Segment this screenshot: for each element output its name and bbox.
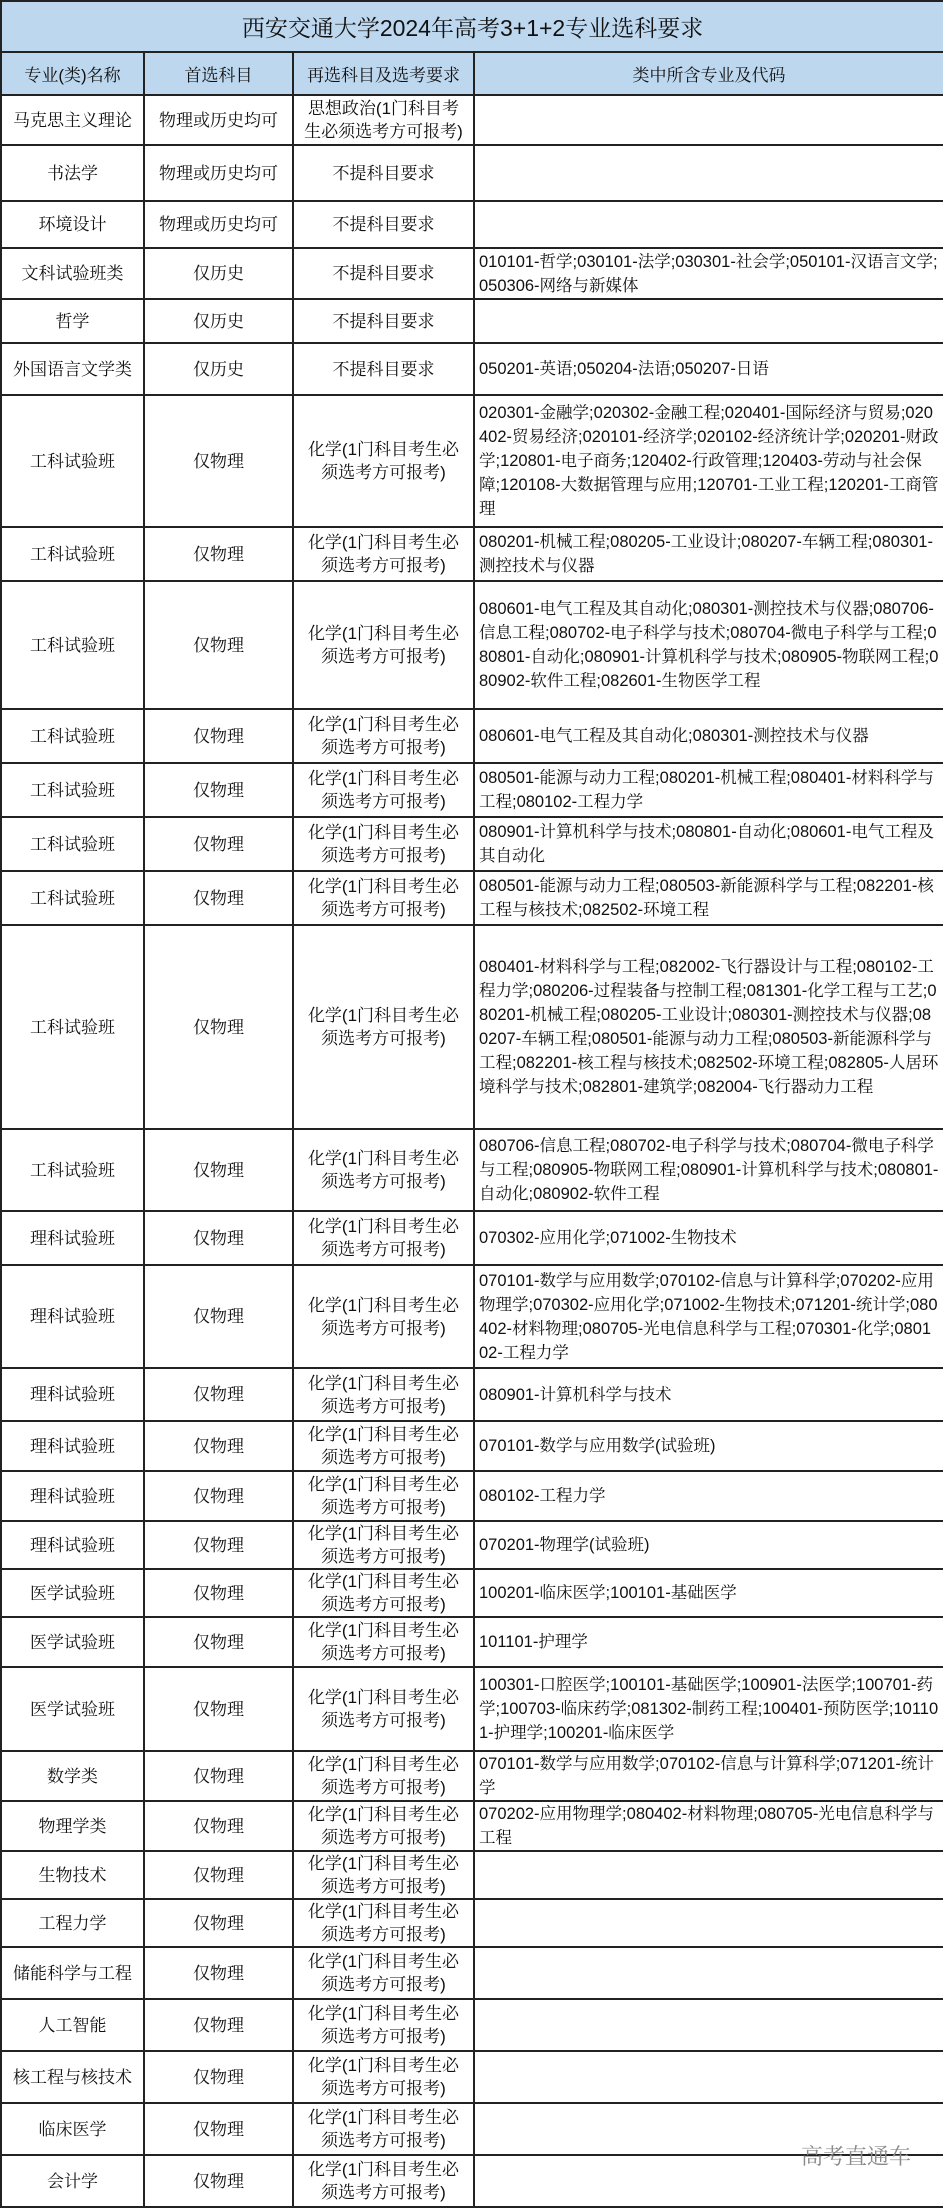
header-major-name: 专业(类)名称 <box>1 52 144 95</box>
cell-included-majors: 080901-计算机科学与技术 <box>474 1368 943 1421</box>
cell-major-name: 工科试验班 <box>1 871 144 925</box>
cell-primary-subject: 仅物理 <box>144 1999 293 2051</box>
cell-major-name: 理科试验班 <box>1 1265 144 1368</box>
cell-included-majors <box>474 95 943 145</box>
cell-major-name: 文科试验班类 <box>1 248 144 299</box>
cell-primary-subject: 仅物理 <box>144 1265 293 1368</box>
cell-primary-subject: 仅物理 <box>144 1569 293 1617</box>
cell-major-name: 医学试验班 <box>1 1617 144 1667</box>
cell-included-majors: 080501-能源与动力工程;080503-新能源科学与工程;082201-核工程与核技术;082502-环境工程 <box>474 871 943 925</box>
cell-primary-subject: 物理或历史均可 <box>144 145 293 201</box>
cell-secondary-subject: 思想政治(1门科目考生必须选考方可报考) <box>293 95 474 145</box>
cell-secondary-subject: 化学(1门科目考生必须选考方可报考) <box>293 925 474 1129</box>
table-row <box>1 817 943 871</box>
cell-included-majors: 080201-机械工程;080205-工业设计;080207-车辆工程;080301-测控技术与仪器 <box>474 527 943 581</box>
cell-major-name: 哲学 <box>1 299 144 343</box>
table-row <box>1 1368 943 1421</box>
cell-primary-subject: 仅物理 <box>144 1617 293 1667</box>
cell-secondary-subject: 化学(1门科目考生必须选考方可报考) <box>293 871 474 925</box>
cell-included-majors: 080901-计算机科学与技术;080801-自动化;080601-电气工程及其自动化 <box>474 817 943 871</box>
cell-major-name: 生物技术 <box>1 1851 144 1899</box>
cell-secondary-subject: 化学(1门科目考生必须选考方可报考) <box>293 2103 474 2155</box>
cell-major-name: 储能科学与工程 <box>1 1947 144 1999</box>
cell-major-name: 书法学 <box>1 145 144 201</box>
table-row <box>1 1265 943 1368</box>
cell-primary-subject: 仅历史 <box>144 299 293 343</box>
header-secondary-subject: 再选科目及选考要求 <box>293 52 474 95</box>
cell-major-name: 外国语言文学类 <box>1 343 144 395</box>
table-row <box>1 248 943 299</box>
cell-secondary-subject: 化学(1门科目考生必须选考方可报考) <box>293 1617 474 1667</box>
table-row <box>1 925 943 1129</box>
cell-primary-subject: 仅物理 <box>144 1801 293 1851</box>
cell-included-majors: 070101-数学与应用数学(试验班) <box>474 1421 943 1471</box>
cell-major-name: 环境设计 <box>1 201 144 248</box>
cell-secondary-subject: 化学(1门科目考生必须选考方可报考) <box>293 2155 474 2207</box>
table-row <box>1 395 943 527</box>
cell-secondary-subject: 化学(1门科目考生必须选考方可报考) <box>293 1521 474 1569</box>
cell-major-name: 工科试验班 <box>1 395 144 527</box>
cell-included-majors: 070101-数学与应用数学;070102-信息与计算科学;070202-应用物理学;070302-应用化学;071002-生物技术;071201-统计学;080402-材料物理;080705-光电信息科学与工程;070301-化学;080102-工程力学 <box>474 1265 943 1368</box>
cell-major-name: 会计学 <box>1 2155 144 2207</box>
table-row <box>1 1211 943 1265</box>
cell-included-majors: 100301-口腔医学;100101-基础医学;100901-法医学;100701-药学;100703-临床药学;081302-制药工程;100401-预防医学;101101-护理学;100201-临床医学 <box>474 1667 943 1751</box>
cell-secondary-subject: 化学(1门科目考生必须选考方可报考) <box>293 1851 474 1899</box>
cell-secondary-subject: 化学(1门科目考生必须选考方可报考) <box>293 2051 474 2103</box>
cell-included-majors <box>474 299 943 343</box>
cell-major-name: 工科试验班 <box>1 763 144 817</box>
cell-major-name: 马克思主义理论 <box>1 95 144 145</box>
cell-major-name: 工科试验班 <box>1 817 144 871</box>
cell-secondary-subject: 化学(1门科目考生必须选考方可报考) <box>293 1999 474 2051</box>
cell-included-majors: 020301-金融学;020302-金融工程;020401-国际经济与贸易;020402-贸易经济;020101-经济学;020102-经济统计学;020201-财政学;120801-电子商务;120402-行政管理;120403-劳动与社会保障;120108-大数据管理与应用;120701-工业工程;120201-工商管理 <box>474 395 943 527</box>
cell-primary-subject: 仅物理 <box>144 1211 293 1265</box>
cell-major-name: 工科试验班 <box>1 709 144 763</box>
cell-major-name: 人工智能 <box>1 1999 144 2051</box>
table-row <box>1 1521 943 1569</box>
cell-included-majors: 080706-信息工程;080702-电子科学与技术;080704-微电子科学与工程;080905-物联网工程;080901-计算机科学与技术;080801-自动化;080902-软件工程 <box>474 1129 943 1211</box>
cell-major-name: 理科试验班 <box>1 1368 144 1421</box>
cell-included-majors: 080401-材料科学与工程;082002-飞行器设计与工程;080102-工程力学;080206-过程装备与控制工程;081301-化学工程与工艺;080201-机械工程;080205-工业设计;080301-测控技术与仪器;080207-车辆工程;080501-能源与动力工程;080503-新能源科学与工程;082201-核工程与核技术;082502-环境工程;082805-人居环境科学与技术;082801-建筑学;082004-飞行器动力工程 <box>474 925 943 1129</box>
table-row <box>1 1899 943 1947</box>
cell-primary-subject: 仅物理 <box>144 709 293 763</box>
table-row <box>1 1667 943 1751</box>
cell-primary-subject: 仅物理 <box>144 2155 293 2207</box>
cell-primary-subject: 仅物理 <box>144 1851 293 1899</box>
cell-secondary-subject: 化学(1门科目考生必须选考方可报考) <box>293 1667 474 1751</box>
cell-major-name: 医学试验班 <box>1 1569 144 1617</box>
cell-included-majors: 070302-应用化学;071002-生物技术 <box>474 1211 943 1265</box>
cell-primary-subject: 仅历史 <box>144 248 293 299</box>
cell-major-name: 物理学类 <box>1 1801 144 1851</box>
cell-secondary-subject: 化学(1门科目考生必须选考方可报考) <box>293 1368 474 1421</box>
cell-primary-subject: 仅物理 <box>144 871 293 925</box>
cell-included-majors: 100201-临床医学;100101-基础医学 <box>474 1569 943 1617</box>
cell-secondary-subject: 化学(1门科目考生必须选考方可报考) <box>293 763 474 817</box>
cell-secondary-subject: 化学(1门科目考生必须选考方可报考) <box>293 1211 474 1265</box>
cell-primary-subject: 仅物理 <box>144 1667 293 1751</box>
cell-primary-subject: 仅物理 <box>144 1368 293 1421</box>
cell-included-majors: 080601-电气工程及其自动化;080301-测控技术与仪器;080706-信息工程;080702-电子科学与技术;080704-微电子科学与工程;080801-自动化;080901-计算机科学与技术;080905-物联网工程;080902-软件工程;082601-生物医学工程 <box>474 581 943 709</box>
cell-primary-subject: 物理或历史均可 <box>144 95 293 145</box>
header-included-majors: 类中所含专业及代码 <box>474 52 943 95</box>
cell-primary-subject: 仅物理 <box>144 763 293 817</box>
table-row <box>1 1751 943 1801</box>
cell-major-name: 医学试验班 <box>1 1667 144 1751</box>
cell-major-name: 工科试验班 <box>1 925 144 1129</box>
cell-primary-subject: 仅物理 <box>144 527 293 581</box>
table-row <box>1 1421 943 1471</box>
cell-included-majors: 070202-应用物理学;080402-材料物理;080705-光电信息科学与工程 <box>474 1801 943 1851</box>
table-row <box>1 763 943 817</box>
table-row <box>1 709 943 763</box>
cell-major-name: 理科试验班 <box>1 1471 144 1521</box>
cell-included-majors <box>474 1851 943 1899</box>
cell-secondary-subject: 化学(1门科目考生必须选考方可报考) <box>293 1569 474 1617</box>
cell-major-name: 理科试验班 <box>1 1521 144 1569</box>
cell-primary-subject: 仅物理 <box>144 925 293 1129</box>
table-row <box>1 1947 943 1999</box>
cell-secondary-subject: 不提科目要求 <box>293 299 474 343</box>
cell-included-majors <box>474 201 943 248</box>
cell-major-name: 数学类 <box>1 1751 144 1801</box>
cell-included-majors: 080601-电气工程及其自动化;080301-测控技术与仪器 <box>474 709 943 763</box>
cell-secondary-subject: 不提科目要求 <box>293 145 474 201</box>
cell-secondary-subject: 化学(1门科目考生必须选考方可报考) <box>293 1471 474 1521</box>
table-row <box>1 1851 943 1899</box>
cell-secondary-subject: 化学(1门科目考生必须选考方可报考) <box>293 1947 474 1999</box>
cell-primary-subject: 仅物理 <box>144 817 293 871</box>
cell-primary-subject: 仅物理 <box>144 1751 293 1801</box>
cell-primary-subject: 仅物理 <box>144 1947 293 1999</box>
table-row <box>1 201 943 248</box>
cell-major-name: 理科试验班 <box>1 1421 144 1471</box>
cell-primary-subject: 仅物理 <box>144 1129 293 1211</box>
cell-secondary-subject: 不提科目要求 <box>293 343 474 395</box>
cell-major-name: 工科试验班 <box>1 1129 144 1211</box>
cell-major-name: 临床医学 <box>1 2103 144 2155</box>
table-row <box>1 95 943 145</box>
cell-primary-subject: 仅物理 <box>144 395 293 527</box>
table-row <box>1 1999 943 2051</box>
cell-major-name: 工程力学 <box>1 1899 144 1947</box>
cell-included-majors <box>474 1947 943 1999</box>
cell-secondary-subject: 化学(1门科目考生必须选考方可报考) <box>293 709 474 763</box>
cell-secondary-subject: 化学(1门科目考生必须选考方可报考) <box>293 1899 474 1947</box>
table-title: 西安交通大学2024年高考3+1+2专业选科要求 <box>1 1 943 52</box>
cell-primary-subject: 仅物理 <box>144 581 293 709</box>
cell-included-majors: 101101-护理学 <box>474 1617 943 1667</box>
cell-included-majors <box>474 1999 943 2051</box>
cell-included-majors: 070101-数学与应用数学;070102-信息与计算科学;071201-统计学 <box>474 1751 943 1801</box>
cell-included-majors: 080102-工程力学 <box>474 1471 943 1521</box>
table-row <box>1 343 943 395</box>
cell-secondary-subject: 化学(1门科目考生必须选考方可报考) <box>293 1801 474 1851</box>
cell-secondary-subject: 化学(1门科目考生必须选考方可报考) <box>293 1421 474 1471</box>
cell-included-majors: 070201-物理学(试验班) <box>474 1521 943 1569</box>
header-row <box>1 52 943 95</box>
header-primary-subject: 首选科目 <box>144 52 293 95</box>
cell-major-name: 工科试验班 <box>1 527 144 581</box>
table-row <box>1 871 943 925</box>
cell-secondary-subject: 不提科目要求 <box>293 201 474 248</box>
cell-included-majors: 080501-能源与动力工程;080201-机械工程;080401-材料科学与工程;080102-工程力学 <box>474 763 943 817</box>
cell-included-majors: 010101-哲学;030101-法学;030301-社会学;050101-汉语言文学;050306-网络与新媒体 <box>474 248 943 299</box>
cell-included-majors <box>474 1899 943 1947</box>
table-row <box>1 1617 943 1667</box>
cell-secondary-subject: 化学(1门科目考生必须选考方可报考) <box>293 1265 474 1368</box>
cell-secondary-subject: 化学(1门科目考生必须选考方可报考) <box>293 395 474 527</box>
cell-primary-subject: 仅物理 <box>144 1471 293 1521</box>
table-row <box>1 1569 943 1617</box>
cell-primary-subject: 仅历史 <box>144 343 293 395</box>
table-row <box>1 1129 943 1211</box>
cell-primary-subject: 仅物理 <box>144 1899 293 1947</box>
cell-major-name: 核工程与核技术 <box>1 2051 144 2103</box>
cell-primary-subject: 仅物理 <box>144 2051 293 2103</box>
table-row <box>1 145 943 201</box>
table-row <box>1 299 943 343</box>
cell-major-name: 理科试验班 <box>1 1211 144 1265</box>
cell-primary-subject: 物理或历史均可 <box>144 201 293 248</box>
cell-included-majors <box>474 145 943 201</box>
cell-secondary-subject: 化学(1门科目考生必须选考方可报考) <box>293 1129 474 1211</box>
cell-secondary-subject: 化学(1门科目考生必须选考方可报考) <box>293 581 474 709</box>
cell-primary-subject: 仅物理 <box>144 1421 293 1471</box>
cell-included-majors: 050201-英语;050204-法语;050207-日语 <box>474 343 943 395</box>
table-row <box>1 1471 943 1521</box>
cell-secondary-subject: 不提科目要求 <box>293 248 474 299</box>
table-row <box>1 2051 943 2103</box>
table-body <box>1 95 943 2207</box>
cell-major-name: 工科试验班 <box>1 581 144 709</box>
cell-included-majors <box>474 2051 943 2103</box>
table-row <box>1 581 943 709</box>
cell-secondary-subject: 化学(1门科目考生必须选考方可报考) <box>293 527 474 581</box>
cell-secondary-subject: 化学(1门科目考生必须选考方可报考) <box>293 1751 474 1801</box>
cell-secondary-subject: 化学(1门科目考生必须选考方可报考) <box>293 817 474 871</box>
cell-primary-subject: 仅物理 <box>144 2103 293 2155</box>
table-row <box>1 527 943 581</box>
cell-primary-subject: 仅物理 <box>144 1521 293 1569</box>
watermark: 高考直通车 <box>800 2144 911 2169</box>
table-row <box>1 1801 943 1851</box>
